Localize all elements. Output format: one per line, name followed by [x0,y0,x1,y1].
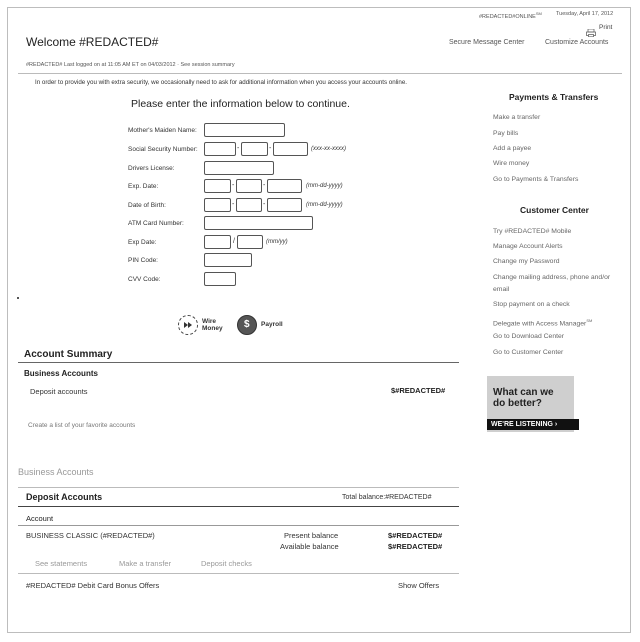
customer-center-title: Customer Center [520,205,589,215]
ssn-part2-input[interactable] [241,142,268,156]
see-statements-link[interactable]: See statements [35,559,88,568]
license-exp-hint: (mm-dd-yyyy) [306,183,343,189]
dob-label: Date of Birth: [128,202,166,209]
atm-exp-hint: (mm/yy) [266,239,288,245]
sidebar-link-account-alerts[interactable]: Manage Account Alerts [493,243,563,250]
security-notice: In order to provide you with extra security, we occasionally need to ask for additional information when you access your accounts online. [35,79,408,86]
form-heading: Please enter the information below to continue. [131,98,350,110]
sidebar-link-mobile[interactable]: Try #REDACTED# Mobile [493,228,572,235]
sidebar-link-pay-bills[interactable]: Pay bills [493,130,519,137]
cvv-label: CVV Code: [128,276,161,283]
pin-label: PIN Code: [128,257,158,264]
wire-money-button[interactable] [177,314,237,338]
atm-exp-month-input[interactable] [204,235,231,249]
account-summary-divider [18,362,459,363]
deposit-accounts-title: Deposit Accounts [26,492,103,502]
ssn-format-hint: (xxx-xx-xxxx) [311,146,346,152]
license-exp-day-input[interactable] [236,179,262,193]
date-separator: - [263,182,266,189]
business-accounts-section-title: Business Accounts [18,467,94,477]
license-input[interactable] [204,161,274,175]
sidebar-link-stop-payment[interactable]: Stop payment on a check [493,301,570,308]
ssn-separator: - [269,145,272,152]
payments-transfers-title: Payments & Transfers [509,92,599,102]
atm-card-label: ATM Card Number: [128,220,184,227]
ssn-part1-input[interactable] [204,142,236,156]
sidebar-link-customer-center[interactable]: Go to Customer Center [493,349,564,356]
business-accounts-heading: Business Accounts [24,369,98,378]
sidebar-link-wire-money[interactable]: Wire money [493,160,530,167]
sidebar-link-change-address[interactable]: Change mailing address, phone and/or [493,274,611,281]
sidebar-link-change-password[interactable]: Change my Password [493,258,560,265]
create-favorites-link[interactable]: Create a list of your favorite accounts [28,422,136,429]
pin-input[interactable] [204,253,252,267]
payroll-label: Payroll [261,321,283,328]
last-logged-on: #REDACTED# Last logged on at 11:05 AM ET on 04/03/2012 · See session summary [26,62,235,68]
print-link[interactable]: Print [599,24,613,31]
feedback-ad-text: What can we do better? [493,387,554,409]
available-balance-label: Available balance [280,542,339,551]
sidebar-link-make-transfer[interactable]: Make a transfer [493,114,541,121]
payroll-button[interactable] [236,314,291,338]
license-exp-label: Exp. Date: [128,183,159,190]
date-separator: / [233,238,235,245]
debit-card-offers-label: #REDACTED# Debit Card Bonus Offers [26,581,160,590]
sidebar-link-payments-center[interactable]: Go to Payments & Transfers [493,176,579,183]
dob-day-input[interactable] [236,198,262,212]
sidebar-link-change-address-cont[interactable]: email [493,286,510,293]
sidebar-link-access-manager[interactable]: Delegate with Access Manager℠ [493,318,593,328]
account-header-divider [18,525,459,526]
license-exp-year-input[interactable] [267,179,302,193]
deposit-divider [18,506,459,507]
page-title: Welcome #REDACTED# [26,35,159,49]
maiden-name-input[interactable] [204,123,285,137]
present-balance-label: Present balance [284,531,339,540]
available-balance-value: $#REDACTED# [388,542,443,551]
account-name-link[interactable]: BUSINESS CLASSIC (#REDACTED#) [26,531,155,540]
ssn-label: Social Security Number: [128,146,198,153]
account-column-header: Account [26,514,54,523]
date-separator: - [263,201,266,208]
account-summary-title: Account Summary [24,349,113,360]
date-separator: - [232,182,235,189]
deposit-checks-link[interactable]: Deposit checks [201,559,252,568]
ssn-part3-input[interactable] [273,142,308,156]
ssn-separator: - [237,145,240,152]
printer-icon[interactable] [586,24,596,32]
maiden-name-label: Mother's Maiden Name: [128,127,197,134]
deposit-accounts-link[interactable]: Deposit accounts [30,387,88,396]
actions-divider [18,573,459,574]
online-status: #REDACTED#ONLINE℠ [479,11,542,20]
were-listening-banner: WE'RE LISTENING › [487,419,579,430]
atm-card-input[interactable] [204,216,313,230]
current-date: Tuesday, April 17, 2012 [556,11,614,17]
dob-year-input[interactable] [267,198,302,212]
section-divider [18,487,459,488]
header-divider [18,73,622,74]
date-separator: - [232,201,235,208]
sidebar-link-download-center[interactable]: Go to Download Center [493,333,565,340]
atm-exp-year-input[interactable] [237,235,263,249]
dob-month-input[interactable] [204,198,231,212]
wire-money-label: Wire Money [202,318,223,332]
license-exp-month-input[interactable] [204,179,231,193]
cvv-input[interactable] [204,272,236,286]
show-offers-link[interactable]: Show Offers [398,581,440,590]
secure-message-link[interactable]: Secure Message Center [449,39,525,46]
total-balance: Total balance:#REDACTED# [342,494,432,501]
present-balance-value: $#REDACTED# [388,531,443,540]
atm-exp-label: Exp Date: [128,239,157,246]
license-label: Drivers License: [128,165,175,172]
customize-accounts-link[interactable]: Customize Accounts [545,39,609,46]
make-transfer-link[interactable]: Make a transfer [119,559,172,568]
deposit-accounts-amount: $#REDACTED# [391,386,446,395]
money-bag-icon: $ [237,315,257,335]
sidebar-link-add-payee[interactable]: Add a payee [493,145,532,152]
dob-hint: (mm-dd-yyyy) [306,202,343,208]
stray-dot [17,297,19,299]
wire-money-icon [178,315,198,335]
feedback-ad[interactable] [487,376,574,432]
